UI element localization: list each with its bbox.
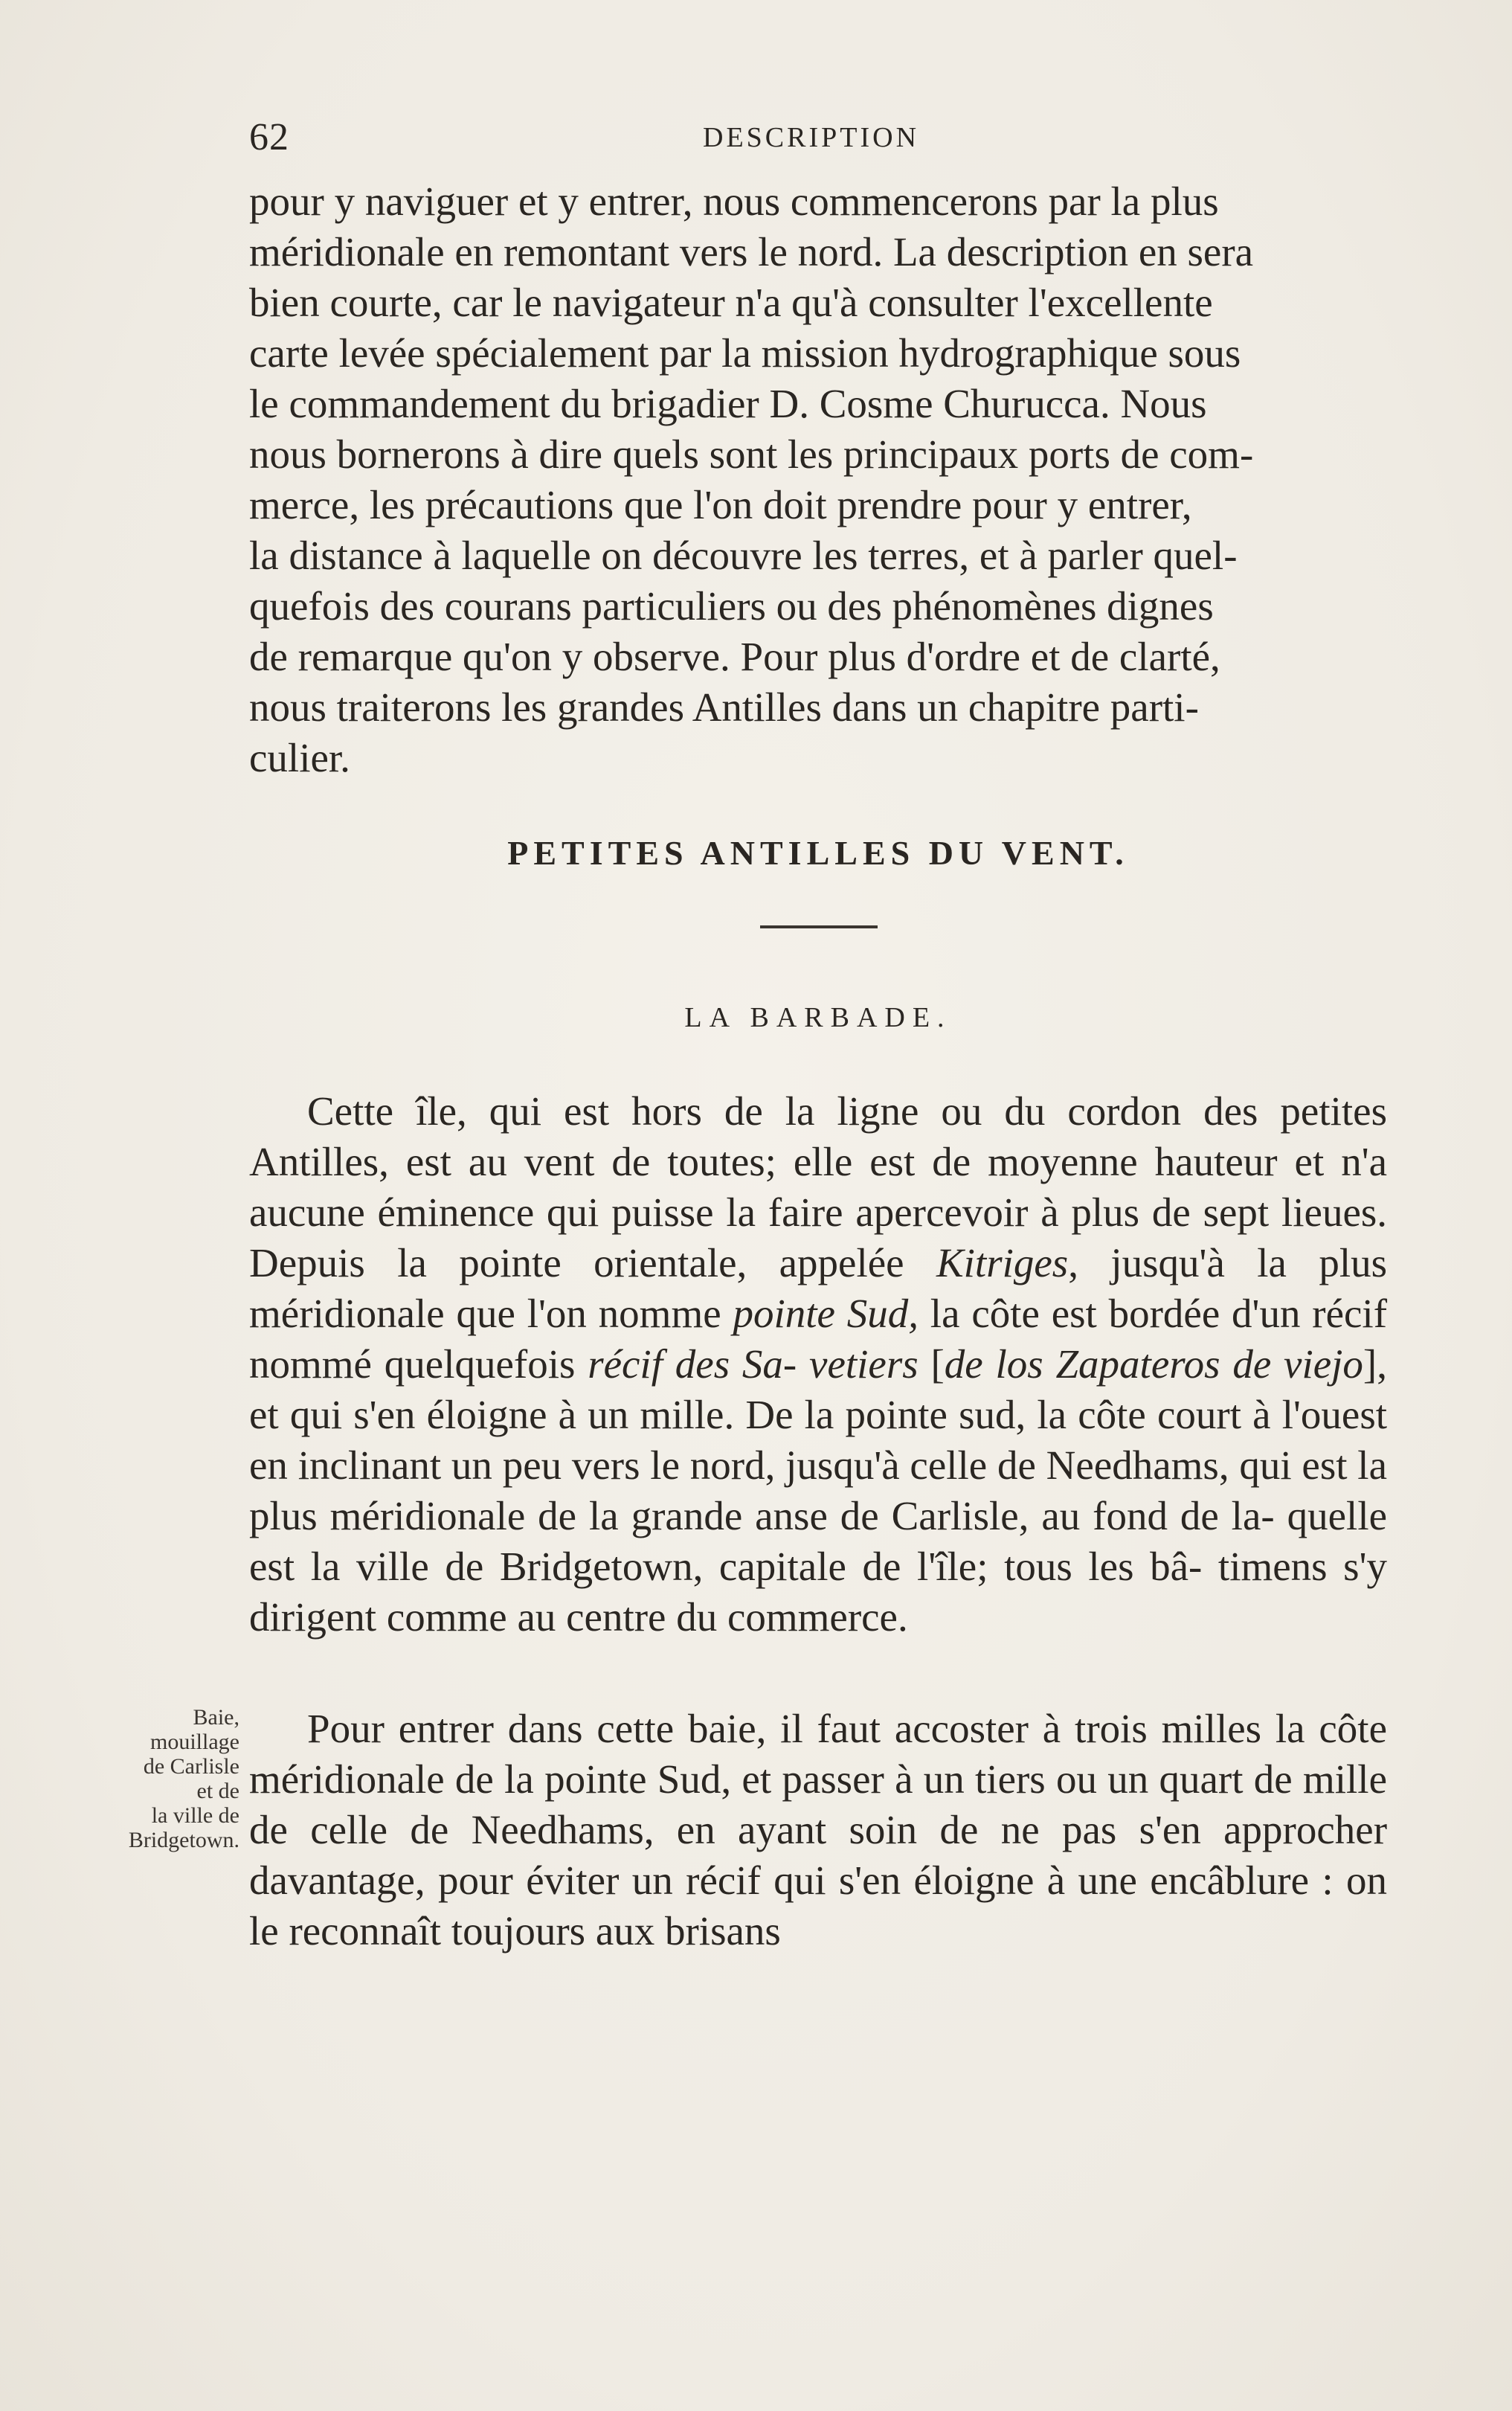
margin-note-line: Baie,: [193, 1705, 239, 1730]
page-header: [249, 115, 1387, 160]
text-line: un mille. De la pointe sud, la côte court à l'ouest en inclinant: [249, 1392, 1388, 1488]
text-line: de sept lieues. Depuis la pointe orientale, appelée Kitriges,: [249, 1190, 1388, 1285]
text-line: quelle est la ville de Bridgetown, capitale de l'île; tous les bâ-: [249, 1493, 1388, 1589]
text-line: côte méridionale de la pointe Sud, et passer à un tiers ou un: [249, 1706, 1387, 1802]
paragraph-barbade: [249, 1086, 1387, 1643]
subsection-title: LA BARBADE.: [684, 1002, 952, 1033]
text-line: méridionale en remontant vers le nord. La description en sera: [249, 229, 1254, 275]
paragraph-intro: [249, 176, 1387, 783]
text-line: le commandement du brigadier D. Cosme Churucca. Nous: [249, 381, 1207, 426]
margin-note-line: de Carlisle: [143, 1754, 239, 1779]
section-divider: [760, 925, 878, 928]
text-line: merce, les précautions que l'on doit prendre pour y entrer,: [249, 482, 1192, 527]
text-line: timens s'y dirigent comme au centre du commerce.: [249, 1544, 1387, 1640]
text-line: et n'a aucune éminence qui puisse la faire apercevoir à plus: [249, 1139, 1388, 1235]
text-line: vetiers [de los Zapateros de viejo], et qui s'en éloigne à: [249, 1341, 1387, 1437]
text-line: un peu vers le nord, jusqu'à celle de Needhams, qui est la: [451, 1442, 1387, 1488]
text-line: Cette île, qui est hors de la ligne ou du cordon des petites: [307, 1088, 1387, 1134]
text-line: pour y naviguer et y entrer, nous commencerons par la plus: [249, 179, 1219, 224]
text-line: côte est bordée d'un récif nommé quelquefois récif des Sa-: [249, 1291, 1388, 1387]
margin-note-line: la ville de: [151, 1803, 239, 1828]
text-line: éloigne à une encâblure : on le reconnaît toujours aux brisans: [249, 1858, 1388, 1953]
place-name-italic: pointe Sud,: [733, 1291, 919, 1336]
text-line: de remarque qu'on y observe. Pour plus d'ordre et de clarté,: [249, 634, 1220, 679]
paragraph-entry: [249, 1704, 1387, 1956]
text-line: bien courte, car le navigateur n'a qu'à consulter l'excellente: [249, 280, 1213, 325]
text-line: pas s'en approcher davantage, pour éviter un récif qui s'en: [249, 1807, 1388, 1903]
text-line: nous bornerons à dire quels sont les principaux ports de com-: [249, 431, 1254, 477]
running-head: DESCRIPTION: [703, 122, 920, 153]
margin-note-line: mouillage: [150, 1730, 239, 1754]
text-line: nous traiterons les grandes Antilles dans un chapitre parti-: [249, 684, 1199, 730]
text-line: carte levée spécialement par la mission hydrographique sous: [249, 330, 1241, 376]
place-name-italic: Kitriges: [936, 1240, 1069, 1285]
text-line: culier.: [249, 735, 350, 780]
place-name-italic: de los Zapateros de viejo: [944, 1341, 1363, 1387]
place-name-italic: récif des Sa-: [588, 1341, 797, 1387]
margin-note-line: Bridgetown.: [128, 1828, 239, 1852]
text-line: quart de mille de celle de Needhams, en ayant soin de ne: [249, 1756, 1387, 1852]
text-line: Antilles, est au vent de toutes; elle est de moyenne hauteur: [249, 1139, 1278, 1184]
place-name-italic: vetiers: [809, 1341, 919, 1387]
text-line: jusqu'à la plus méridionale que l'on nomme pointe Sud, la: [249, 1240, 1388, 1336]
margin-note: [68, 1705, 239, 1852]
page-number: 62: [249, 116, 289, 158]
text-line: quefois des courans particuliers ou des phénomènes dignes: [249, 583, 1214, 629]
section-title: PETITES ANTILLES DU VENT.: [507, 834, 1129, 872]
text-line: Pour entrer dans cette baie, il faut accoster à trois milles la: [307, 1706, 1305, 1751]
margin-note-line: et de: [196, 1779, 239, 1803]
text-line: plus méridionale de la grande anse de Carlisle, au fond de la-: [249, 1493, 1275, 1538]
text-line: la distance à laquelle on découvre les terres, et à parler quel-: [249, 533, 1238, 578]
